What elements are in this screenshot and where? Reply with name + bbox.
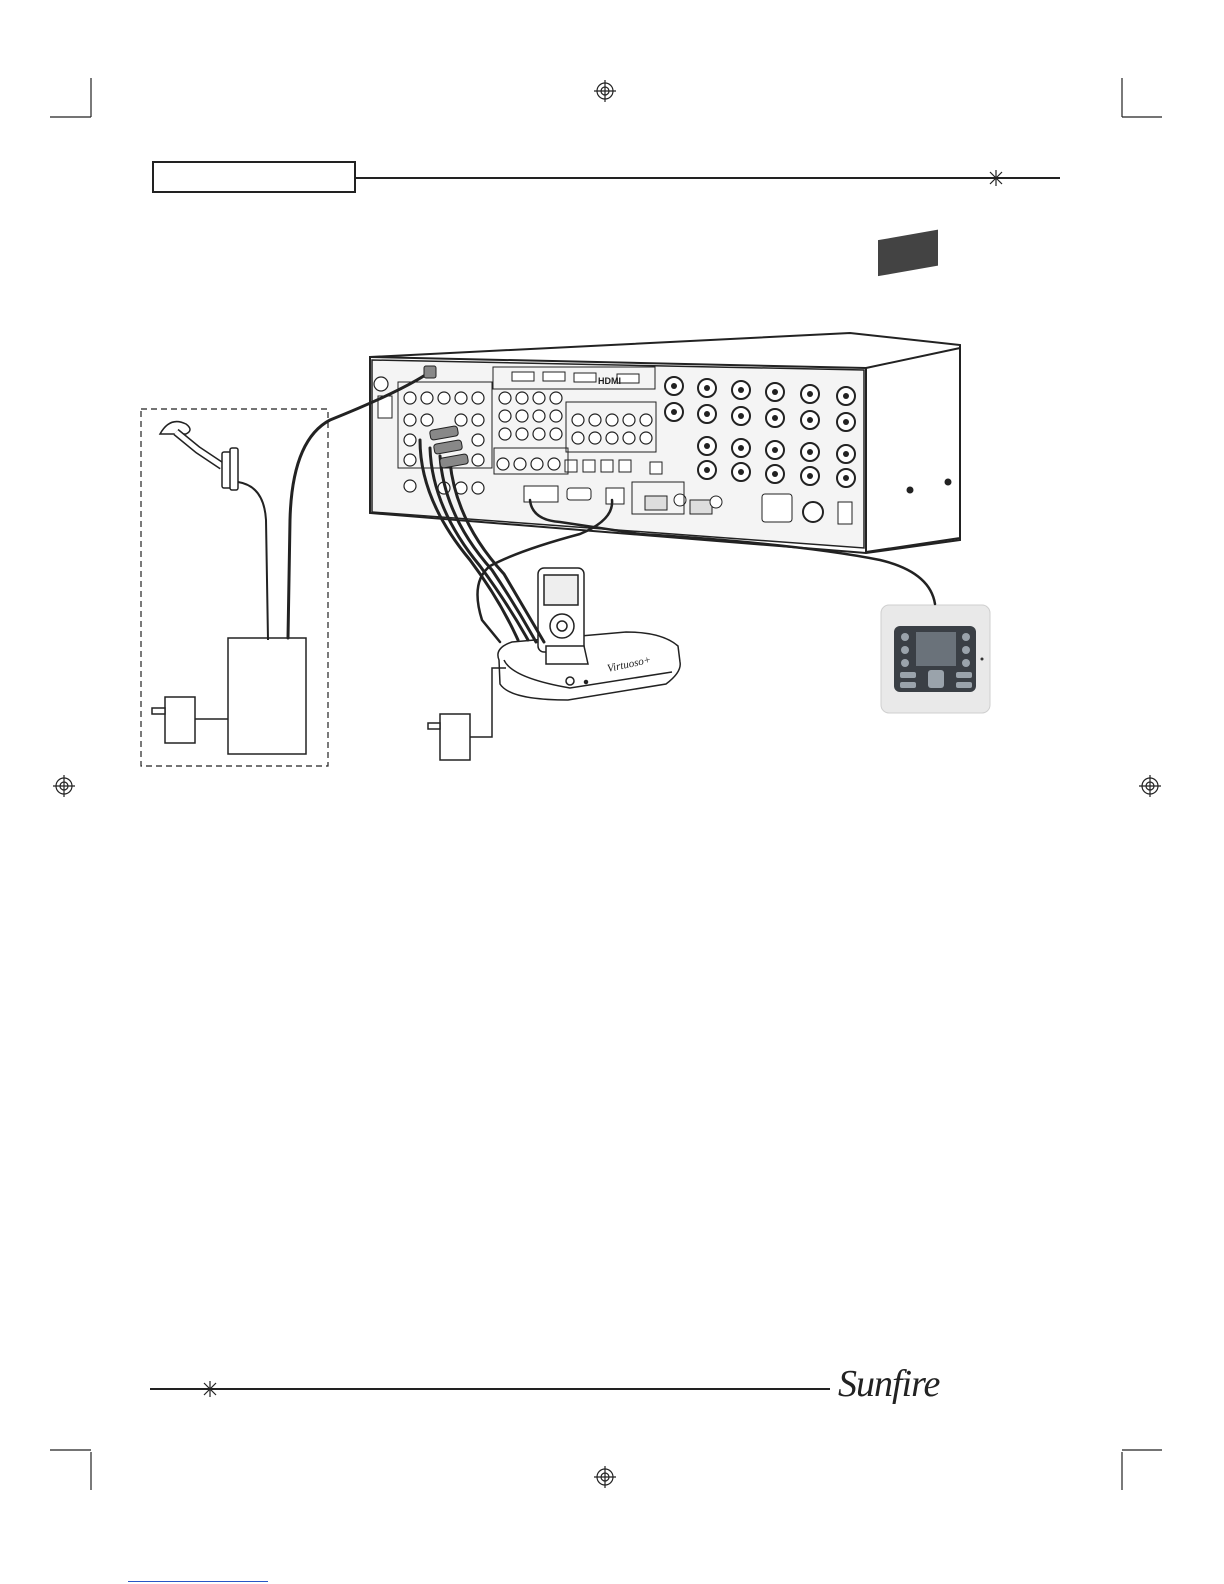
dock-brand-label: Virtuoso+ bbox=[606, 653, 653, 675]
satellite-antenna-icon bbox=[160, 422, 238, 490]
hdmi-label: HDMI bbox=[598, 376, 621, 386]
footnote-rule bbox=[128, 1581, 268, 1582]
power-adapter-icon bbox=[428, 668, 506, 760]
wall-keypad bbox=[881, 605, 990, 713]
footer-rule bbox=[150, 1388, 830, 1390]
antenna-receiver-box bbox=[228, 638, 306, 754]
sunfire-logo: Sunfire bbox=[838, 1363, 940, 1405]
power-adapter-icon bbox=[152, 697, 228, 743]
antenna-group bbox=[141, 409, 328, 766]
